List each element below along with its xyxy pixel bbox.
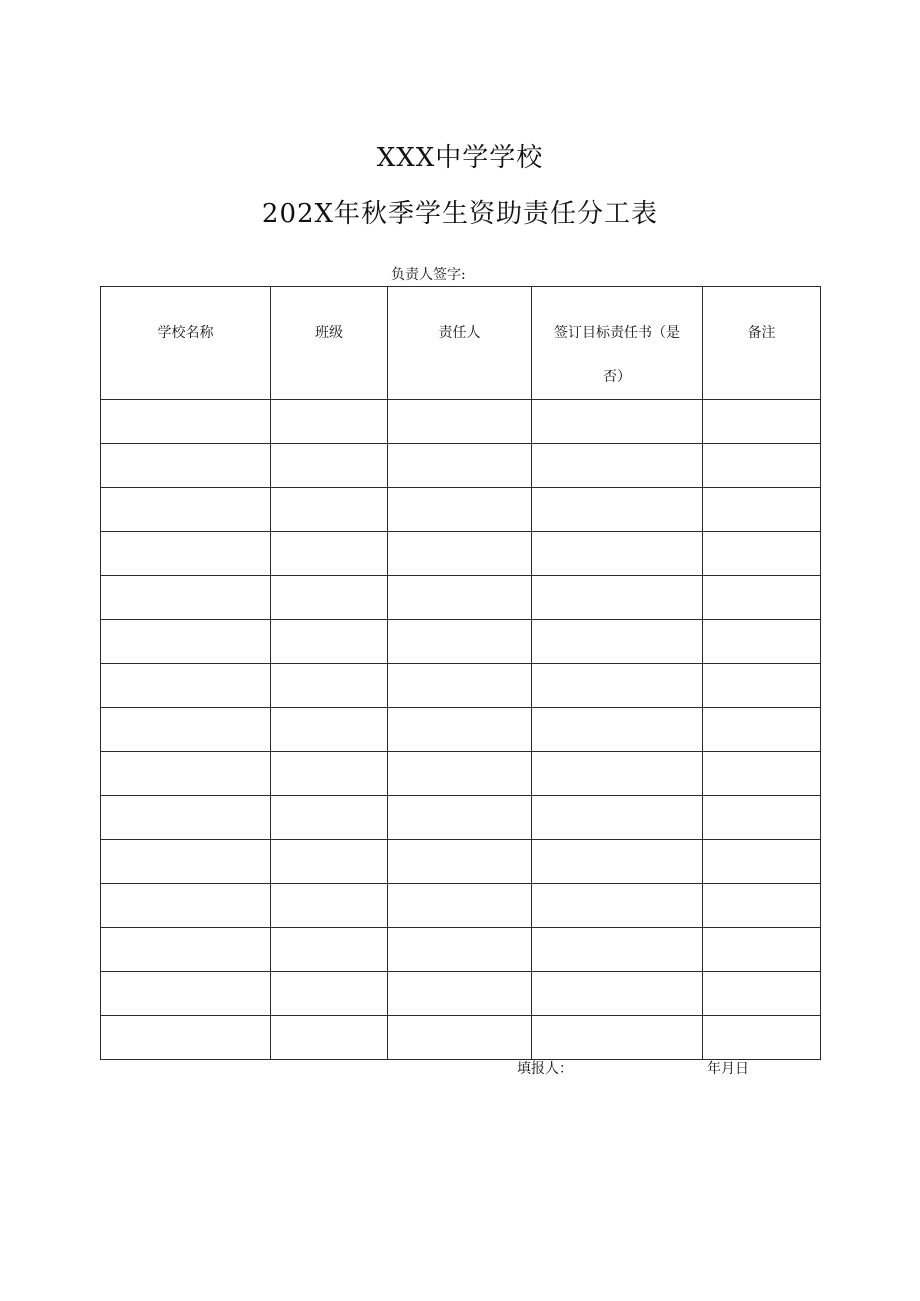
cell-signed-agreement[interactable] bbox=[532, 532, 703, 576]
header-remarks: 备注 bbox=[703, 287, 821, 400]
cell-signed-agreement[interactable] bbox=[532, 488, 703, 532]
cell-person-in-charge[interactable] bbox=[388, 444, 532, 488]
cell-class[interactable] bbox=[271, 840, 388, 884]
header-school-name: 学校名称 bbox=[101, 287, 271, 400]
table-row bbox=[101, 532, 821, 576]
cell-class[interactable] bbox=[271, 796, 388, 840]
table-row bbox=[101, 972, 821, 1016]
cell-person-in-charge[interactable] bbox=[388, 884, 532, 928]
table-row bbox=[101, 840, 821, 884]
cell-school-name[interactable] bbox=[101, 488, 271, 532]
cell-school-name[interactable] bbox=[101, 928, 271, 972]
cell-remarks[interactable] bbox=[703, 752, 821, 796]
cell-class[interactable] bbox=[271, 752, 388, 796]
cell-person-in-charge[interactable] bbox=[388, 972, 532, 1016]
table-row bbox=[101, 488, 821, 532]
table-row bbox=[101, 576, 821, 620]
cell-school-name[interactable] bbox=[101, 444, 271, 488]
cell-person-in-charge[interactable] bbox=[388, 532, 532, 576]
table-row bbox=[101, 664, 821, 708]
cell-class[interactable] bbox=[271, 708, 388, 752]
cell-person-in-charge[interactable] bbox=[388, 664, 532, 708]
document-subtitle: 202X年秋季学生资助责任分工表 bbox=[261, 199, 659, 229]
cell-remarks[interactable] bbox=[703, 708, 821, 752]
cell-remarks[interactable] bbox=[703, 928, 821, 972]
cell-class[interactable] bbox=[271, 532, 388, 576]
filler-label: 填报人： bbox=[517, 1061, 573, 1077]
cell-school-name[interactable] bbox=[101, 752, 271, 796]
signer-label: 负责人签字: bbox=[391, 267, 466, 283]
cell-person-in-charge[interactable] bbox=[388, 488, 532, 532]
cell-remarks[interactable] bbox=[703, 972, 821, 1016]
cell-school-name[interactable] bbox=[101, 884, 271, 928]
header-person-in-charge: 责任人 bbox=[388, 287, 532, 400]
table-row bbox=[101, 928, 821, 972]
cell-signed-agreement[interactable] bbox=[532, 884, 703, 928]
header-signed-agreement: 签订目标责任书（是否） bbox=[532, 287, 703, 400]
document-title: XXX中学学校 bbox=[376, 143, 544, 173]
cell-remarks[interactable] bbox=[703, 1016, 821, 1060]
cell-signed-agreement[interactable] bbox=[532, 444, 703, 488]
cell-class[interactable] bbox=[271, 488, 388, 532]
cell-remarks[interactable] bbox=[703, 576, 821, 620]
table-row bbox=[101, 444, 821, 488]
cell-remarks[interactable] bbox=[703, 488, 821, 532]
table-body bbox=[101, 400, 821, 1060]
table-row bbox=[101, 1016, 821, 1060]
cell-school-name[interactable] bbox=[101, 400, 271, 444]
cell-person-in-charge[interactable] bbox=[388, 796, 532, 840]
cell-person-in-charge[interactable] bbox=[388, 928, 532, 972]
table-row bbox=[101, 400, 821, 444]
cell-class[interactable] bbox=[271, 664, 388, 708]
cell-signed-agreement[interactable] bbox=[532, 708, 703, 752]
cell-class[interactable] bbox=[271, 620, 388, 664]
cell-remarks[interactable] bbox=[703, 884, 821, 928]
cell-person-in-charge[interactable] bbox=[388, 1016, 532, 1060]
cell-remarks[interactable] bbox=[703, 664, 821, 708]
cell-class[interactable] bbox=[271, 972, 388, 1016]
date-label: 年月日 bbox=[707, 1061, 749, 1077]
cell-remarks[interactable] bbox=[703, 444, 821, 488]
cell-school-name[interactable] bbox=[101, 1016, 271, 1060]
table-row bbox=[101, 796, 821, 840]
cell-signed-agreement[interactable] bbox=[532, 664, 703, 708]
cell-signed-agreement[interactable] bbox=[532, 840, 703, 884]
cell-school-name[interactable] bbox=[101, 620, 271, 664]
cell-signed-agreement[interactable] bbox=[532, 928, 703, 972]
table-row bbox=[101, 752, 821, 796]
table-row bbox=[101, 708, 821, 752]
cell-person-in-charge[interactable] bbox=[388, 708, 532, 752]
cell-signed-agreement[interactable] bbox=[532, 576, 703, 620]
cell-person-in-charge[interactable] bbox=[388, 576, 532, 620]
cell-school-name[interactable] bbox=[101, 972, 271, 1016]
cell-signed-agreement[interactable] bbox=[532, 1016, 703, 1060]
cell-school-name[interactable] bbox=[101, 840, 271, 884]
cell-class[interactable] bbox=[271, 1016, 388, 1060]
cell-person-in-charge[interactable] bbox=[388, 840, 532, 884]
cell-class[interactable] bbox=[271, 576, 388, 620]
cell-remarks[interactable] bbox=[703, 400, 821, 444]
table-header-row bbox=[101, 287, 821, 400]
cell-remarks[interactable] bbox=[703, 532, 821, 576]
cell-school-name[interactable] bbox=[101, 708, 271, 752]
cell-school-name[interactable] bbox=[101, 664, 271, 708]
cell-person-in-charge[interactable] bbox=[388, 620, 532, 664]
cell-remarks[interactable] bbox=[703, 840, 821, 884]
cell-signed-agreement[interactable] bbox=[532, 796, 703, 840]
cell-remarks[interactable] bbox=[703, 620, 821, 664]
cell-class[interactable] bbox=[271, 400, 388, 444]
table-row bbox=[101, 620, 821, 664]
cell-school-name[interactable] bbox=[101, 532, 271, 576]
cell-signed-agreement[interactable] bbox=[532, 620, 703, 664]
cell-class[interactable] bbox=[271, 928, 388, 972]
cell-signed-agreement[interactable] bbox=[532, 972, 703, 1016]
cell-school-name[interactable] bbox=[101, 796, 271, 840]
cell-remarks[interactable] bbox=[703, 796, 821, 840]
cell-signed-agreement[interactable] bbox=[532, 752, 703, 796]
cell-class[interactable] bbox=[271, 884, 388, 928]
header-class: 班级 bbox=[271, 287, 388, 400]
cell-signed-agreement[interactable] bbox=[532, 400, 703, 444]
cell-school-name[interactable] bbox=[101, 576, 271, 620]
cell-class[interactable] bbox=[271, 444, 388, 488]
table-row bbox=[101, 884, 821, 928]
cell-person-in-charge[interactable] bbox=[388, 752, 532, 796]
responsibility-table bbox=[100, 286, 821, 1060]
cell-person-in-charge[interactable] bbox=[388, 400, 532, 444]
